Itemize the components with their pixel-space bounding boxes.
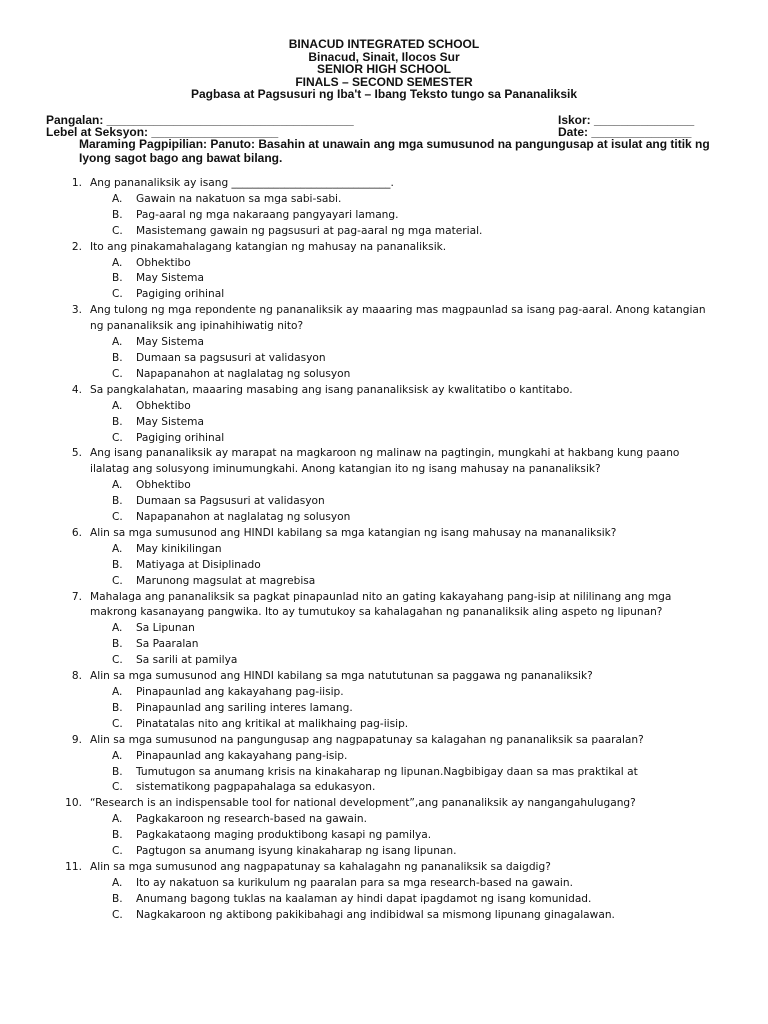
answer-option xyxy=(0,876,768,892)
option-text: Napapanahon at naglalatag ng solusyon xyxy=(136,367,351,380)
answer-option xyxy=(0,653,768,669)
answer-option xyxy=(0,765,768,781)
option-letter: B. xyxy=(112,208,123,221)
answer-option xyxy=(0,256,768,272)
option-text: Dumaan sa Pagsusuri at validasyon xyxy=(136,495,325,508)
option-letter: C. xyxy=(112,431,123,444)
question-item xyxy=(0,176,768,192)
question-item xyxy=(0,240,768,256)
option-text: May Sistema xyxy=(136,336,204,349)
option-text: Obhektibo xyxy=(136,256,191,269)
school-address: Binacud, Sinait, Ilocos Sur xyxy=(308,49,460,64)
option-letter: B. xyxy=(112,638,123,651)
answer-option xyxy=(0,494,768,510)
option-text: Sa Paaralan xyxy=(136,638,199,651)
question-item xyxy=(0,303,768,335)
option-text: Pinatatalas nito ang kritikal at malikhaing pag-iisip. xyxy=(136,717,409,730)
question-number: 9. xyxy=(71,733,82,746)
answer-option xyxy=(0,431,768,447)
question-text: Alin sa mga sumusunod ang HINDI kabilang sa mga katangian ng isang mahusay na mananaliksik? xyxy=(90,526,617,539)
option-text: Sa sarili at pamilya xyxy=(136,654,238,667)
question-item xyxy=(0,796,768,812)
answer-option xyxy=(0,621,768,637)
question-number: 11. xyxy=(65,860,82,873)
question-number: 5. xyxy=(71,447,82,460)
answer-option xyxy=(0,415,768,431)
option-text: Pagkakataong maging produktibong kasapi ng pamilya. xyxy=(136,829,432,842)
question-number: 10. xyxy=(65,797,82,810)
answer-option xyxy=(0,478,768,494)
answer-option xyxy=(0,271,768,287)
answer-option xyxy=(0,335,768,351)
option-text: Pinapaunlad ang sariling interes lamang. xyxy=(136,701,353,714)
school-level: SENIOR HIGH SCHOOL xyxy=(316,62,451,76)
option-letter: C. xyxy=(112,224,123,237)
option-text: Pinapaunlad ang kakayahang pang-isip. xyxy=(136,749,348,762)
question-text: Ito ang pinakamahalagang katangian ng mahusay na pananaliksik. xyxy=(90,240,447,253)
option-letter: B. xyxy=(112,272,123,285)
option-letter: C. xyxy=(112,717,123,730)
answer-option xyxy=(0,908,768,924)
answer-option xyxy=(0,574,768,590)
answer-option xyxy=(0,208,768,224)
option-text: Matiyaga at Disiplinado xyxy=(136,558,261,571)
option-text: Pagiging orihinal xyxy=(136,288,225,301)
option-letter: C. xyxy=(112,288,123,301)
option-text: Anumang bagong tuklas na kaalaman ay hindi dapat ipagdamot ng isang komunidad. xyxy=(136,892,592,905)
option-text: sistematikong pagpapahalaga sa edukasyon. xyxy=(136,781,376,794)
question-number: 2. xyxy=(71,240,82,253)
option-text: Dumaan sa pagsusuri at validasyon xyxy=(136,351,326,364)
question-item xyxy=(0,860,768,876)
option-letter: C. xyxy=(112,845,123,858)
option-letter: A. xyxy=(112,256,123,269)
answer-option xyxy=(0,287,768,303)
option-letter: B. xyxy=(112,829,123,842)
question-list xyxy=(0,176,768,924)
question-item xyxy=(0,446,768,478)
answer-option xyxy=(0,892,768,908)
exam-title: FINALS – SECOND SEMESTER xyxy=(295,74,473,89)
option-text: Pag-aaral ng mga nakaraang pangyayari lamang. xyxy=(136,208,399,221)
question-item xyxy=(0,590,768,622)
option-letter: C. xyxy=(112,574,123,587)
option-text: Marunong magsulat at magrebisa xyxy=(136,574,316,587)
score-field: Iskor: _______________ xyxy=(558,113,695,127)
option-letter: C. xyxy=(112,654,123,667)
option-text: Ito ay nakatuon sa kurikulum ng paaralan para sa mga research-based na gawain. xyxy=(136,876,573,889)
option-letter: C. xyxy=(112,781,123,794)
question-number: 8. xyxy=(71,670,82,683)
question-text: Alin sa mga sumusunod na pangungusap ang nagpapatunay sa kalagahan ng pananaliksik sa paaralan? xyxy=(90,733,644,746)
option-letter: A. xyxy=(112,813,123,826)
option-text: Sa Lipunan xyxy=(136,622,195,635)
option-letter: A. xyxy=(112,686,123,698)
option-text: Pagiging orihinal xyxy=(136,431,225,444)
answer-option xyxy=(0,812,768,828)
option-text: May Sistema xyxy=(136,272,204,285)
question-text: Ang tulong ng mga repondente ng pananaliksik ay maaaring mas magpaunlad sa isang pag-aaral. Anong katangian ng pananaliksik ang ipinahihiwatig nito? xyxy=(90,304,706,333)
option-letter: B. xyxy=(112,558,123,571)
answer-option xyxy=(0,510,768,526)
answer-option xyxy=(0,844,768,860)
option-letter: C. xyxy=(112,511,123,524)
option-text: May Sistema xyxy=(136,415,204,428)
section-field: Lebel at Seksyon: ___________________ xyxy=(46,125,279,139)
answer-option xyxy=(0,828,768,844)
option-letter: B. xyxy=(112,892,123,905)
option-letter: A. xyxy=(112,336,123,349)
option-text: Nagkakaroon ng aktibong pakikibahagi ang indibidwal sa mismong lipunang ginagalawan. xyxy=(136,908,615,921)
option-letter: B. xyxy=(112,351,123,364)
answer-option xyxy=(0,717,768,733)
option-letter: C. xyxy=(112,908,123,921)
option-letter: A. xyxy=(112,479,123,492)
question-text: Ang isang pananaliksik ay marapat na magkaroon ng malinaw na pagtingin, mungkahi at hakbang kung paano ilalatag ang solusyong iminumungkahi. Anong katangian ito ng isang mahusay na pananaliksik? xyxy=(90,447,680,476)
question-item xyxy=(0,669,768,685)
option-text: Pinapaunlad ang kakayahang pag-iisip. xyxy=(136,686,344,698)
option-letter: A. xyxy=(112,542,123,555)
answer-option xyxy=(0,637,768,653)
question-text: Sa pangkalahatan, maaaring masabing ang isang pananaliksisk ay kwalitatibo o kantitabo. xyxy=(90,383,573,396)
option-letter: A. xyxy=(112,876,123,889)
question-text: Alin sa mga sumusunod ang HINDI kabilang sa mga natututunan sa paggawa ng pananaliksik? xyxy=(90,670,593,683)
option-letter: A. xyxy=(112,749,123,762)
question-text: Alin sa mga sumusunod ang nagpapatunay sa kahalagahn ng pananaliksik sa daigdig? xyxy=(90,860,551,873)
answer-option xyxy=(0,192,768,208)
question-text: Ang pananaliksik ay isang ______________________________. xyxy=(90,177,394,189)
instructions: Maraming Pagpipilian: Panuto: Basahin at unawain ang mga sumusunod na pangungusap at isulat ang titik ng Iyong sagot bago ang bawat bilang. xyxy=(79,137,710,165)
question-text: “Research is an indispensable tool for national development”,ang pananaliksik ay nangangahulugang? xyxy=(90,797,636,810)
answer-option xyxy=(0,542,768,558)
option-text: Pagtugon sa anumang isyung kinakaharap ng isang lipunan. xyxy=(136,845,457,858)
answer-option xyxy=(0,701,768,717)
answer-option xyxy=(0,685,768,701)
question-item xyxy=(0,733,768,749)
question-number: 6. xyxy=(71,526,82,539)
option-letter: A. xyxy=(112,192,123,205)
answer-option xyxy=(0,367,768,383)
option-text: Obhektibo xyxy=(136,479,191,492)
question-number: 3. xyxy=(71,304,82,317)
option-text: Napapanahon at naglalatag ng solusyon xyxy=(136,511,351,524)
option-text: Obhektibo xyxy=(136,399,191,412)
question-number: 4. xyxy=(71,383,82,396)
date-field: Date: _______________ xyxy=(558,125,692,139)
option-text: Masistemang gawain ng pagsusuri at pag-aaral ng mga material. xyxy=(136,224,483,237)
option-text: Gawain na nakatuon sa mga sabi-sabi. xyxy=(136,192,342,205)
name-field: Pangalan: _____________________________________ xyxy=(46,113,354,127)
option-letter: C. xyxy=(112,367,123,380)
question-number: 1. xyxy=(71,177,82,189)
option-text: Tumutugon sa anumang krisis na kinakaharap ng lipunan.Nagbibigay daan sa mas praktikal at xyxy=(136,765,638,778)
subject-title: Pagbasa at Pagsusuri ng Iba't – Ibang Teksto tungo sa Pananaliksik xyxy=(190,87,578,101)
document-header xyxy=(0,38,768,101)
answer-option xyxy=(0,224,768,240)
option-letter: A. xyxy=(112,622,123,635)
option-text: May kinikilingan xyxy=(136,542,222,555)
answer-option xyxy=(0,749,768,765)
option-letter: B. xyxy=(112,495,123,508)
answer-option xyxy=(0,558,768,574)
question-text: Mahalaga ang pananaliksik sa pagkat pinapaunlad nito an gating kakayahang pang-isip at nililinang ang mga makrong kasanayang pangwika. Ito ay tumutukoy sa kahalagahan ng pananaliksik aling aspeto ng lipunan? xyxy=(90,590,672,619)
question-item xyxy=(0,383,768,399)
option-letter: B. xyxy=(112,701,123,714)
answer-option xyxy=(0,351,768,367)
option-text: Pagkakaroon ng research-based na gawain. xyxy=(136,813,367,826)
answer-option xyxy=(0,780,768,796)
option-letter: B. xyxy=(112,415,123,428)
school-name: BINACUD INTEGRATED SCHOOL xyxy=(288,37,480,51)
answer-option xyxy=(0,399,768,415)
option-letter: A. xyxy=(112,399,123,412)
question-item xyxy=(0,526,768,542)
option-letter: B. xyxy=(112,765,123,778)
question-number: 7. xyxy=(71,590,82,603)
